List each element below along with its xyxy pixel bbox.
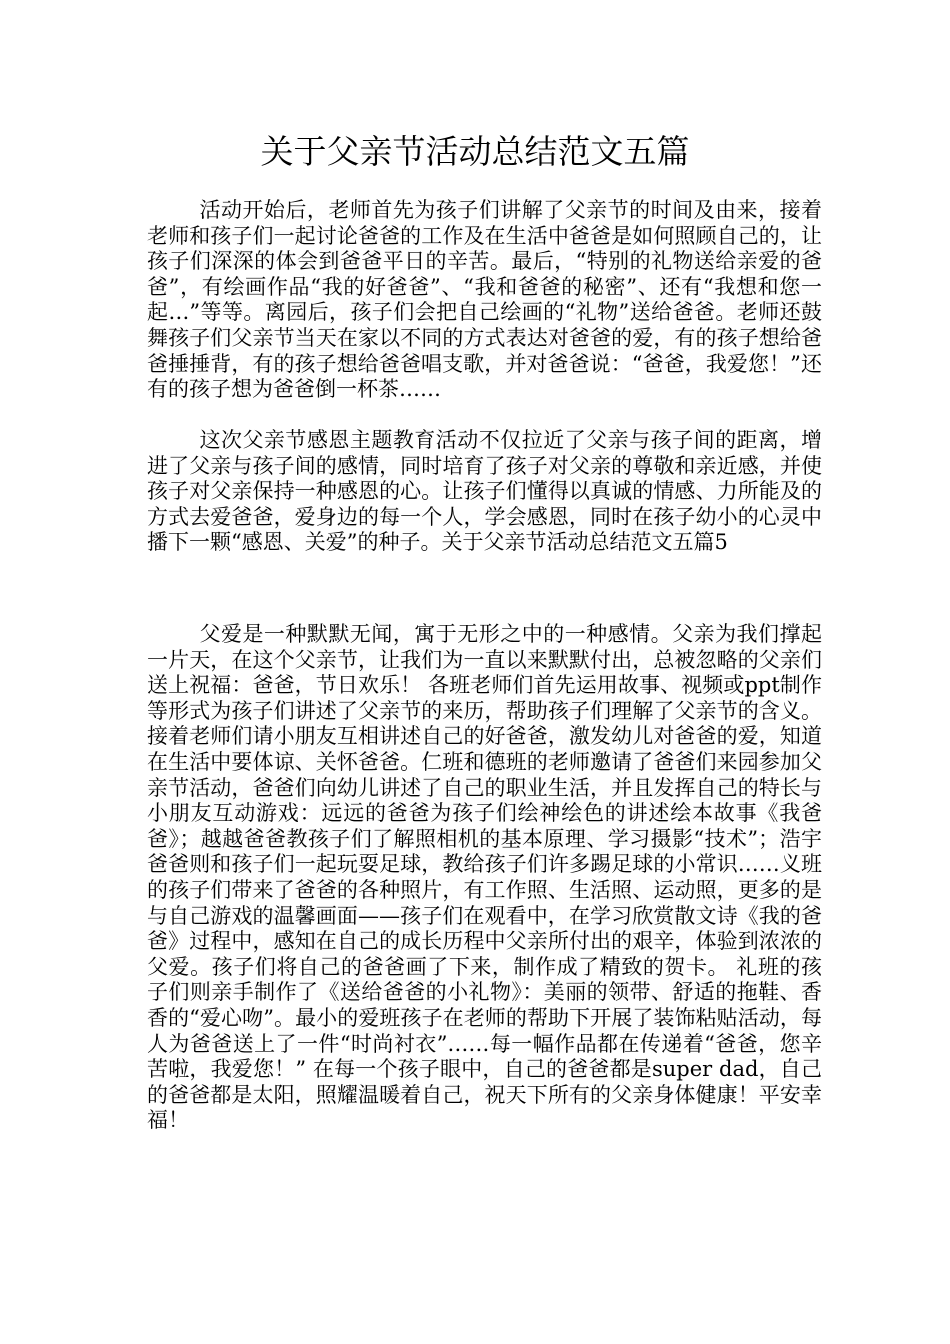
paragraph-1-text: 活动开始后，老师首先为孩子们讲解了父亲节的时间及由来，接着老师和孩子们一起讨论爸爸的工作及在生活中爸爸是如何照顾自己的，让孩子们深深的体会到爸爸平日的辛苦。最后，“特别的礼物送给亲爱的爸爸”，有绘画作品“我的好爸爸”、“我和爸爸的秘密”、还有“我想和您一起…”等等。离园后，孩子们会把自己绘画的“礼物”送给爸爸。老师还鼓舞孩子们父亲节当天在家以不同的方式表达对爸爸的爱，有的孩子想给爸爸捶捶背，有的孩子想给爸爸唱支歌，并对爸爸说：“爸爸，我爱您！”还有的孩子想为爸爸倒一杯茶……: [147, 198, 822, 402]
document-title: 关于父亲节活动总结范文五篇: [260, 132, 690, 171]
paragraph-3-text: 父爱是一种默默无闻，寓于无形之中的一种感情。父亲为我们撑起一片天，在这个父亲节，让我们为一直以来默默付出，总被忽略的父亲们送上祝福：爸爸，节日欢乐！ 各班老师们首先运用故事、视频或ppt制作等形式为孩子们讲述了父亲节的来历，帮助孩子们理解了父亲节的含义。接着老师们请小朋友互相讲述自己的好爸爸，激发幼儿对爸爸的爱，知道在生活中要体谅、关怀爸爸。仁班和德班的老师邀请了爸爸们来园参加父亲节活动，爸爸们向幼儿讲述了自己的职业生活，并且发挥自己的特长与小朋友互动游戏：远远的爸爸为孩子们绘神绘色的讲述绘本故事《我爸爸》；越越爸爸教孩子们了解照相机的基本原理、学习摄影“技术”；浩宇爸爸则和孩子们一起玩耍足球，教给孩子们许多踢足球的小常识……义班的孩子们带来了爸爸的各种照片，有工作照、生活照、运动照，更多的是与自己游戏的温馨画面——孩子们在观看中，在学习欣赏散文诗《我的爸爸》过程中，感知在自己的成长历程中父亲所付出的艰辛，体验到浓浓的父爱。孩子们将自己的爸爸画了下来，制作成了精致的贺卡。 礼班的孩子们则亲手制作了《送给爸爸的小礼物》：美丽的领带、舒适的拖鞋、香香的“爱心吻”。最小的爱班孩子在老师的帮助下开展了装饰粘贴活动，每人为爸爸送上了一件“时尚衬衣”……每一幅作品都在传递着“爸爸，您辛苦啦，我爱您！” 在每一个孩子眼中，自己的爸爸都是super dad，自己的爸爸都是太阳，照耀温暖着自己，祝天下所有的父亲身体健康！平安幸福！: [147, 622, 822, 1133]
paragraph-2-text: 这次父亲节感恩主题教育活动不仅拉近了父亲与孩子间的距离，增进了父亲与孩子间的感情，同时培育了孩子对父亲的尊敬和亲近感，并使孩子对父亲保持一种感恩的心。让孩子们懂得以真诚的情感、力所能及的方式去爱爸爸，爱身边的每一个人，学会感恩，同时在孩子幼小的心灵中播下一颗“感恩、关爱”的种子。关于父亲节活动总结范文五篇5: [147, 428, 822, 555]
paragraph-2: [147, 428, 822, 556]
paragraph-1: [147, 198, 822, 403]
paragraph-3: [147, 622, 822, 1134]
